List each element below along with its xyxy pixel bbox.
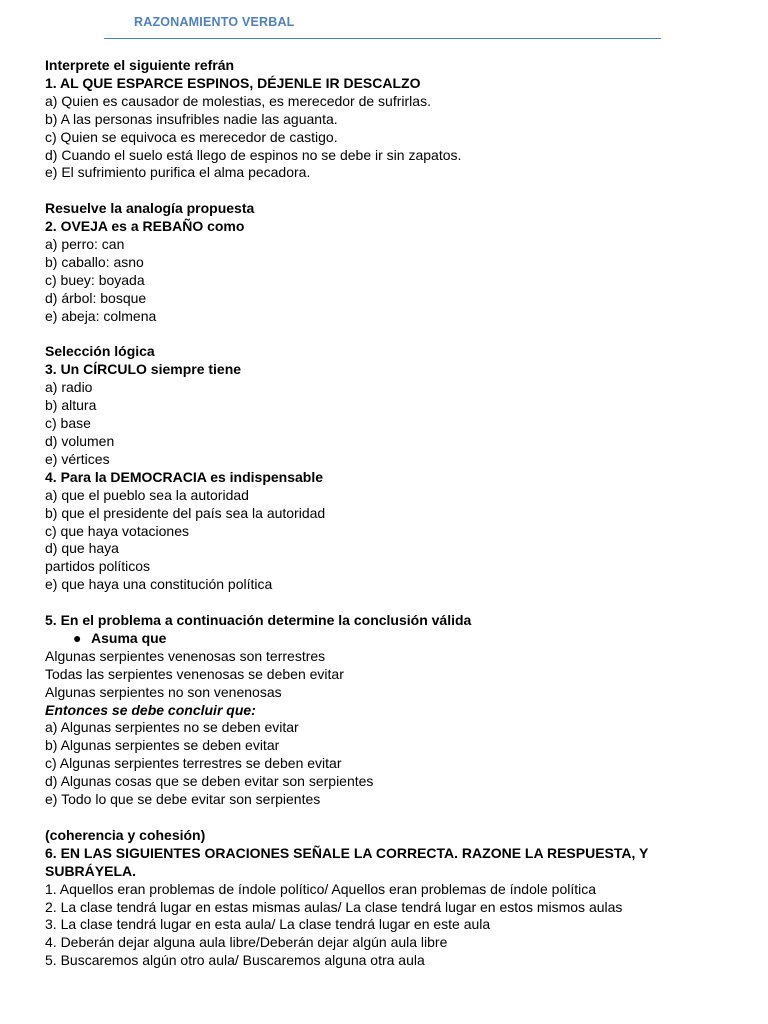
q2-option-e: e) abeja: colmena — [45, 307, 157, 324]
q6-section-heading: (coherencia y cohesión) — [45, 826, 206, 843]
q4-option-a: a) que el pueblo sea la autoridad — [45, 486, 249, 503]
q1-section-heading: Interprete el siguiente refrán — [45, 57, 235, 73]
q1-option-c: c) Quien se equivoca es merecedor de castigo. — [45, 128, 338, 145]
q5-option-b: b) Algunas serpientes se deben evitar — [45, 737, 280, 754]
q6-option-2: 2. La clase tendrá lugar en estas mismas aulas/ La clase tendrá lugar en estos mismos aulas — [45, 898, 623, 915]
document-body — [45, 57, 725, 970]
q6-question: 6. EN LAS SIGUIENTES ORACIONES SEÑALE LA CORRECTA. RAZONE LA RESPUESTA, Y SUBRÁYELA. — [45, 844, 649, 879]
q6-option-3: 3. La clase tendrá lugar en esta aula/ La clase tendrá lugar en este aula — [45, 916, 491, 933]
q4-option-d: d) que haya — [45, 540, 119, 557]
q5-premise-3: Algunas serpientes no son venenosas — [45, 683, 282, 700]
q2-section-heading: Resuelve la analogía propuesta — [45, 200, 255, 217]
q3-section-heading: Selección lógica — [45, 343, 155, 360]
q5-option-d: d) Algunas cosas que se deben evitar son serpientes — [45, 773, 374, 790]
q5-bullet-text: Asuma que — [91, 629, 167, 646]
bullet-dot-icon: ● — [73, 629, 82, 646]
q2-option-b: b) caballo: asno — [45, 253, 144, 270]
q3-option-e: e) vértices — [45, 450, 110, 467]
q6-option-1: 1. Aquellos eran problemas de índole político/ Aquellos eran problemas de índole política — [45, 880, 597, 897]
q3-option-c: c) base — [45, 415, 91, 432]
q3-option-b: b) altura — [45, 397, 97, 414]
spacer — [45, 326, 725, 344]
q4-option-d-continued: partidos políticos — [45, 558, 151, 575]
q4-option-c: c) que haya votaciones — [45, 522, 189, 539]
q6-option-5: 5. Buscaremos algún otro aula/ Buscaremos alguna otra aula — [45, 952, 425, 969]
q1-option-e: e) El sufrimiento purifica el alma pecadora. — [45, 164, 311, 181]
spacer — [45, 809, 725, 827]
q5-option-c: c) Algunas serpientes terrestres se deben evitar — [45, 755, 342, 772]
q1-option-a: a) Quien es causador de molestias, es merecedor de sufrirlas. — [45, 92, 431, 109]
q1-question: 1. AL QUE ESPARCE ESPINOS, DÉJENLE IR DESCALZO — [45, 74, 421, 91]
q5-option-e: e) Todo lo que se debe evitar son serpientes — [45, 791, 321, 808]
q4-option-b: b) que el presidente del país sea la autoridad — [45, 504, 326, 521]
q2-question: 2. OVEJA es a REBAÑO como — [45, 218, 245, 235]
q2-option-c: c) buey: boyada — [45, 271, 145, 288]
q5-premise-1: Algunas serpientes venenosas son terrestres — [45, 647, 326, 664]
q1-option-d: d) Cuando el suelo está llego de espinos no se debe ir sin zapatos. — [45, 146, 462, 163]
spacer — [45, 594, 725, 612]
spacer — [45, 182, 725, 200]
q5-conclusion-prompt: Entonces se debe concluir que: — [45, 701, 256, 718]
q3-option-a: a) radio — [45, 379, 93, 396]
q6-option-4: 4. Deberán dejar alguna aula libre/Deberán dejar algún aula libre — [45, 934, 448, 951]
q2-option-d: d) árbol: bosque — [45, 289, 147, 306]
q2-option-a: a) perro: can — [45, 236, 125, 253]
q5-option-a: a) Algunas serpientes no se deben evitar — [45, 719, 299, 736]
q5-question: 5. En el problema a continuación determine la conclusión válida — [45, 612, 472, 629]
q3-question: 3. Un CÍRCULO siempre tiene — [45, 361, 242, 378]
q4-option-e: e) que haya una constitución política — [45, 576, 273, 593]
header-divider — [104, 38, 661, 39]
q1-option-b: b) A las personas insufribles nadie las aguanta. — [45, 110, 338, 127]
q5-bullet-item — [45, 630, 725, 648]
q5-premise-2: Todas las serpientes venenosas se deben evitar — [45, 665, 344, 682]
page-header-title: RAZONAMIENTO VERBAL — [134, 15, 295, 29]
q3-option-d: d) volumen — [45, 433, 115, 449]
q4-question: 4. Para la DEMOCRACIA es indispensable — [45, 468, 324, 485]
